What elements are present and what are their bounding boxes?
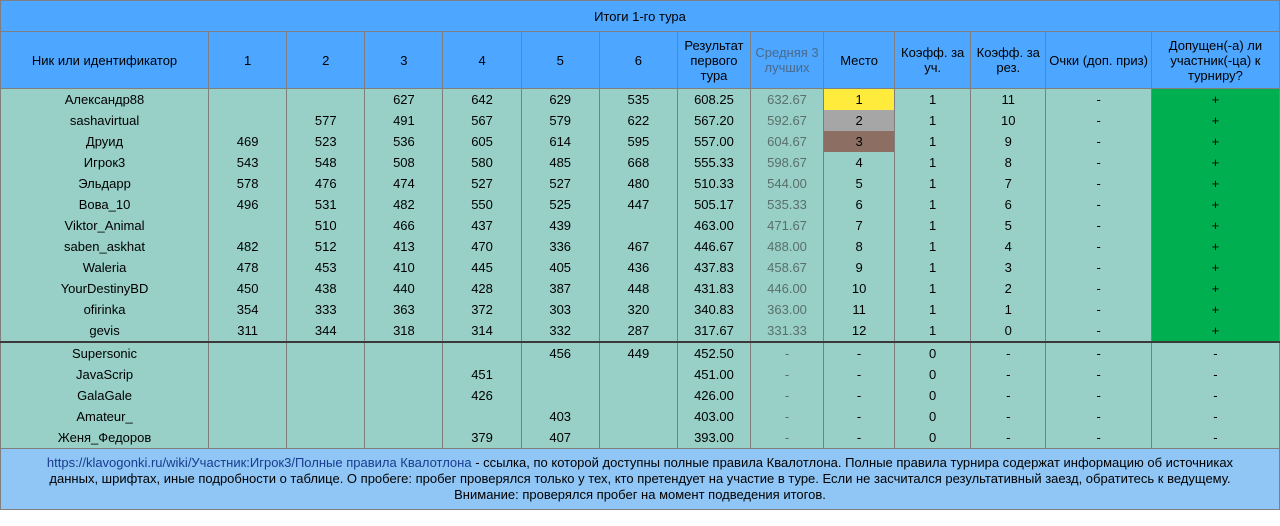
header-admitted: Допущен(-а) ли участник(-ца) к турниру? xyxy=(1151,32,1279,89)
cell-coef-result: 2 xyxy=(971,278,1046,299)
cell-round-6 xyxy=(599,427,677,449)
cell-coef-result: - xyxy=(971,385,1046,406)
cell-admitted: + xyxy=(1151,173,1279,194)
cell-coef-result: - xyxy=(971,406,1046,427)
cell-coef-participation: 1 xyxy=(895,152,971,173)
cell-nick: Supersonic xyxy=(1,342,209,364)
cell-admitted: - xyxy=(1151,385,1279,406)
cell-round-4: 372 xyxy=(443,299,521,320)
cell-avg: - xyxy=(750,342,823,364)
cell-result: 451.00 xyxy=(677,364,750,385)
cell-round-5: 485 xyxy=(521,152,599,173)
cell-round-3: 413 xyxy=(365,236,443,257)
cell-round-2: 531 xyxy=(287,194,365,215)
cell-round-3: 482 xyxy=(365,194,443,215)
cell-round-2: 512 xyxy=(287,236,365,257)
table-row xyxy=(1,257,1280,278)
cell-round-3: 508 xyxy=(365,152,443,173)
cell-round-1: 478 xyxy=(209,257,287,278)
header-round-6: 6 xyxy=(599,32,677,89)
cell-place: - xyxy=(824,342,895,364)
cell-round-3: 474 xyxy=(365,173,443,194)
cell-round-4 xyxy=(443,342,521,364)
cell-round-3 xyxy=(365,406,443,427)
cell-round-1: 482 xyxy=(209,236,287,257)
header-coef-result: Коэфф. за рез. xyxy=(971,32,1046,89)
cell-round-1: 354 xyxy=(209,299,287,320)
cell-coef-participation: 1 xyxy=(895,194,971,215)
cell-place: 6 xyxy=(824,194,895,215)
cell-round-2 xyxy=(287,427,365,449)
table-row xyxy=(1,236,1280,257)
table-body xyxy=(1,89,1280,449)
cell-result: 555.33 xyxy=(677,152,750,173)
cell-admitted: + xyxy=(1151,194,1279,215)
cell-round-4: 451 xyxy=(443,364,521,385)
cell-avg: 632.67 xyxy=(750,89,823,111)
cell-round-5 xyxy=(521,364,599,385)
table-row xyxy=(1,215,1280,236)
cell-result: 393.00 xyxy=(677,427,750,449)
cell-coef-participation: 0 xyxy=(895,385,971,406)
cell-result: 403.00 xyxy=(677,406,750,427)
cell-coef-result: 11 xyxy=(971,89,1046,111)
cell-nick: Эльдарр xyxy=(1,173,209,194)
cell-points: - xyxy=(1046,194,1152,215)
cell-coef-result: 9 xyxy=(971,131,1046,152)
cell-round-2 xyxy=(287,342,365,364)
cell-round-4: 605 xyxy=(443,131,521,152)
cell-nick: GalaGale xyxy=(1,385,209,406)
cell-coef-result: 0 xyxy=(971,320,1046,342)
cell-round-4: 470 xyxy=(443,236,521,257)
cell-round-4: 437 xyxy=(443,215,521,236)
cell-round-5 xyxy=(521,385,599,406)
rules-link[interactable]: https://klavogonki.ru/wiki/Участник:Игрок3/Полные правила Квалотлона xyxy=(46,455,472,470)
cell-avg: - xyxy=(750,385,823,406)
cell-place: 9 xyxy=(824,257,895,278)
cell-round-6 xyxy=(599,406,677,427)
cell-admitted: - xyxy=(1151,342,1279,364)
cell-place: 1 xyxy=(824,89,895,111)
cell-round-5: 407 xyxy=(521,427,599,449)
cell-avg: - xyxy=(750,364,823,385)
cell-round-6 xyxy=(599,215,677,236)
cell-coef-participation: 1 xyxy=(895,236,971,257)
cell-round-6: 467 xyxy=(599,236,677,257)
cell-round-1 xyxy=(209,385,287,406)
cell-round-6: 436 xyxy=(599,257,677,278)
header-result: Результат первого тура xyxy=(677,32,750,89)
cell-place: - xyxy=(824,364,895,385)
cell-points: - xyxy=(1046,364,1152,385)
cell-result: 452.50 xyxy=(677,342,750,364)
cell-round-2 xyxy=(287,364,365,385)
cell-round-4: 314 xyxy=(443,320,521,342)
cell-round-1 xyxy=(209,215,287,236)
cell-coef-participation: 0 xyxy=(895,342,971,364)
cell-round-3: 491 xyxy=(365,110,443,131)
cell-round-3: 440 xyxy=(365,278,443,299)
cell-round-1 xyxy=(209,427,287,449)
cell-coef-result: 6 xyxy=(971,194,1046,215)
header-nick: Ник или идентификатор xyxy=(1,32,209,89)
table-row xyxy=(1,299,1280,320)
table-row xyxy=(1,427,1280,449)
cell-admitted: + xyxy=(1151,320,1279,342)
cell-coef-result: 5 xyxy=(971,215,1046,236)
cell-result: 426.00 xyxy=(677,385,750,406)
cell-result: 510.33 xyxy=(677,173,750,194)
cell-coef-participation: 1 xyxy=(895,110,971,131)
cell-admitted: + xyxy=(1151,131,1279,152)
cell-result: 317.67 xyxy=(677,320,750,342)
cell-round-1: 578 xyxy=(209,173,287,194)
cell-round-1 xyxy=(209,89,287,111)
header-round-5: 5 xyxy=(521,32,599,89)
cell-place: 5 xyxy=(824,173,895,194)
cell-place: 4 xyxy=(824,152,895,173)
cell-place: 11 xyxy=(824,299,895,320)
cell-admitted: + xyxy=(1151,152,1279,173)
table-row xyxy=(1,110,1280,131)
cell-round-2: 577 xyxy=(287,110,365,131)
cell-admitted: + xyxy=(1151,215,1279,236)
cell-round-4: 426 xyxy=(443,385,521,406)
cell-nick: Друид xyxy=(1,131,209,152)
cell-result: 446.67 xyxy=(677,236,750,257)
cell-points: - xyxy=(1046,173,1152,194)
cell-round-1: 469 xyxy=(209,131,287,152)
cell-avg: 458.67 xyxy=(750,257,823,278)
cell-round-5: 387 xyxy=(521,278,599,299)
cell-round-6: 668 xyxy=(599,152,677,173)
cell-round-5: 527 xyxy=(521,173,599,194)
table-row xyxy=(1,278,1280,299)
cell-round-6: 447 xyxy=(599,194,677,215)
cell-avg: 363.00 xyxy=(750,299,823,320)
cell-round-5: 336 xyxy=(521,236,599,257)
cell-admitted: + xyxy=(1151,257,1279,278)
cell-round-6: 535 xyxy=(599,89,677,111)
cell-round-3 xyxy=(365,364,443,385)
cell-round-6: 480 xyxy=(599,173,677,194)
cell-coef-participation: 0 xyxy=(895,427,971,449)
cell-round-3: 363 xyxy=(365,299,443,320)
cell-nick: ofirinka xyxy=(1,299,209,320)
cell-points: - xyxy=(1046,215,1152,236)
table-row xyxy=(1,89,1280,111)
cell-round-5: 456 xyxy=(521,342,599,364)
table-row xyxy=(1,131,1280,152)
cell-avg: 488.00 xyxy=(750,236,823,257)
cell-points: - xyxy=(1046,320,1152,342)
cell-round-5: 405 xyxy=(521,257,599,278)
header-round-4: 4 xyxy=(443,32,521,89)
cell-place: - xyxy=(824,427,895,449)
cell-round-5: 579 xyxy=(521,110,599,131)
cell-points: - xyxy=(1046,342,1152,364)
cell-round-1: 311 xyxy=(209,320,287,342)
footer-text: - ссылка, по которой доступны полные правила Квалотлона. Полные правила турнира содержат информацию об источниках данных, шрифтах, иные подробности о таблице. О пробеге: пробег проверялся только у тех, кто претендует на участие в туре. Если не засчитался результативный заезд, обратитесь к ведущему. Внимание: проверялся пробег на момент подведения итогов. xyxy=(49,455,1234,502)
cell-round-3 xyxy=(365,342,443,364)
cell-round-6: 449 xyxy=(599,342,677,364)
cell-round-6: 595 xyxy=(599,131,677,152)
cell-avg: - xyxy=(750,427,823,449)
cell-result: 340.83 xyxy=(677,299,750,320)
cell-result: 608.25 xyxy=(677,89,750,111)
cell-points: - xyxy=(1046,257,1152,278)
cell-nick: Вова_10 xyxy=(1,194,209,215)
cell-coef-result: 7 xyxy=(971,173,1046,194)
cell-round-5: 439 xyxy=(521,215,599,236)
cell-nick: saben_askhat xyxy=(1,236,209,257)
cell-place: 7 xyxy=(824,215,895,236)
cell-round-2: 548 xyxy=(287,152,365,173)
cell-admitted: + xyxy=(1151,236,1279,257)
cell-result: 431.83 xyxy=(677,278,750,299)
cell-result: 437.83 xyxy=(677,257,750,278)
cell-round-6 xyxy=(599,385,677,406)
cell-coef-participation: 1 xyxy=(895,215,971,236)
cell-round-4: 445 xyxy=(443,257,521,278)
cell-coef-participation: 1 xyxy=(895,89,971,111)
cell-admitted: - xyxy=(1151,427,1279,449)
cell-coef-participation: 1 xyxy=(895,278,971,299)
cell-place: 2 xyxy=(824,110,895,131)
cell-admitted: - xyxy=(1151,406,1279,427)
cell-admitted: - xyxy=(1151,364,1279,385)
cell-place: - xyxy=(824,385,895,406)
cell-round-5: 403 xyxy=(521,406,599,427)
cell-coef-participation: 1 xyxy=(895,299,971,320)
header-round-3: 3 xyxy=(365,32,443,89)
cell-avg: 535.33 xyxy=(750,194,823,215)
cell-points: - xyxy=(1046,427,1152,449)
cell-coef-participation: 1 xyxy=(895,173,971,194)
header-coef-participation: Коэфф. за уч. xyxy=(895,32,971,89)
cell-round-2: 523 xyxy=(287,131,365,152)
cell-round-5: 303 xyxy=(521,299,599,320)
cell-round-6: 287 xyxy=(599,320,677,342)
cell-round-4: 550 xyxy=(443,194,521,215)
cell-round-2: 333 xyxy=(287,299,365,320)
cell-nick: Viktor_Animal xyxy=(1,215,209,236)
cell-round-6 xyxy=(599,364,677,385)
table-row xyxy=(1,406,1280,427)
table-row xyxy=(1,364,1280,385)
table-row xyxy=(1,385,1280,406)
header-round-1: 1 xyxy=(209,32,287,89)
cell-avg: 331.33 xyxy=(750,320,823,342)
footer-note xyxy=(1,449,1280,510)
cell-round-3: 627 xyxy=(365,89,443,111)
cell-round-3 xyxy=(365,427,443,449)
cell-avg: - xyxy=(750,406,823,427)
cell-round-4: 379 xyxy=(443,427,521,449)
cell-round-4: 527 xyxy=(443,173,521,194)
cell-round-2 xyxy=(287,89,365,111)
cell-round-2: 453 xyxy=(287,257,365,278)
cell-coef-result: - xyxy=(971,342,1046,364)
cell-round-2: 438 xyxy=(287,278,365,299)
cell-round-4 xyxy=(443,406,521,427)
cell-result: 557.00 xyxy=(677,131,750,152)
cell-round-6: 448 xyxy=(599,278,677,299)
cell-points: - xyxy=(1046,278,1152,299)
cell-avg: 446.00 xyxy=(750,278,823,299)
table-row xyxy=(1,152,1280,173)
cell-coef-participation: 1 xyxy=(895,131,971,152)
cell-place: 12 xyxy=(824,320,895,342)
cell-round-2: 476 xyxy=(287,173,365,194)
cell-round-3 xyxy=(365,385,443,406)
cell-nick: Игрок3 xyxy=(1,152,209,173)
cell-round-2: 344 xyxy=(287,320,365,342)
cell-avg: 604.67 xyxy=(750,131,823,152)
cell-admitted: + xyxy=(1151,299,1279,320)
cell-round-4: 642 xyxy=(443,89,521,111)
table-row xyxy=(1,194,1280,215)
cell-round-5: 629 xyxy=(521,89,599,111)
cell-nick: Александр88 xyxy=(1,89,209,111)
cell-avg: 471.67 xyxy=(750,215,823,236)
table-title: Итоги 1-го тура xyxy=(1,1,1280,32)
cell-round-5: 525 xyxy=(521,194,599,215)
cell-coef-result: 1 xyxy=(971,299,1046,320)
cell-coef-participation: 1 xyxy=(895,257,971,278)
cell-points: - xyxy=(1046,131,1152,152)
cell-points: - xyxy=(1046,89,1152,111)
cell-place: 8 xyxy=(824,236,895,257)
cell-round-2 xyxy=(287,385,365,406)
cell-points: - xyxy=(1046,406,1152,427)
cell-place: - xyxy=(824,406,895,427)
cell-coef-result: 4 xyxy=(971,236,1046,257)
cell-round-1: 450 xyxy=(209,278,287,299)
cell-round-4: 428 xyxy=(443,278,521,299)
cell-round-1 xyxy=(209,342,287,364)
cell-place: 3 xyxy=(824,131,895,152)
cell-round-6: 320 xyxy=(599,299,677,320)
cell-round-1: 543 xyxy=(209,152,287,173)
cell-coef-participation: 1 xyxy=(895,320,971,342)
cell-result: 567.20 xyxy=(677,110,750,131)
cell-round-4: 580 xyxy=(443,152,521,173)
cell-coef-participation: 0 xyxy=(895,364,971,385)
cell-coef-result: - xyxy=(971,427,1046,449)
cell-admitted: + xyxy=(1151,89,1279,111)
cell-nick: Waleria xyxy=(1,257,209,278)
cell-round-5: 614 xyxy=(521,131,599,152)
cell-coef-result: - xyxy=(971,364,1046,385)
cell-nick: Amateur_ xyxy=(1,406,209,427)
cell-nick: JavaScrip xyxy=(1,364,209,385)
cell-points: - xyxy=(1046,152,1152,173)
cell-admitted: + xyxy=(1151,278,1279,299)
header-round-2: 2 xyxy=(287,32,365,89)
cell-round-3: 536 xyxy=(365,131,443,152)
cell-round-5: 332 xyxy=(521,320,599,342)
cell-round-3: 318 xyxy=(365,320,443,342)
cell-round-1 xyxy=(209,110,287,131)
cell-points: - xyxy=(1046,299,1152,320)
table-row xyxy=(1,342,1280,364)
cell-result: 463.00 xyxy=(677,215,750,236)
cell-place: 10 xyxy=(824,278,895,299)
cell-round-2 xyxy=(287,406,365,427)
cell-round-1: 496 xyxy=(209,194,287,215)
table-row xyxy=(1,173,1280,194)
table-row xyxy=(1,320,1280,342)
cell-coef-participation: 0 xyxy=(895,406,971,427)
cell-round-6: 622 xyxy=(599,110,677,131)
cell-coef-result: 3 xyxy=(971,257,1046,278)
cell-result: 505.17 xyxy=(677,194,750,215)
cell-admitted: + xyxy=(1151,110,1279,131)
cell-round-2: 510 xyxy=(287,215,365,236)
cell-points: - xyxy=(1046,236,1152,257)
cell-round-1 xyxy=(209,406,287,427)
cell-avg: 544.00 xyxy=(750,173,823,194)
cell-avg: 592.67 xyxy=(750,110,823,131)
cell-nick: YourDestinyBD xyxy=(1,278,209,299)
header-place: Место xyxy=(824,32,895,89)
cell-coef-result: 8 xyxy=(971,152,1046,173)
cell-avg: 598.67 xyxy=(750,152,823,173)
header-avg: Средняя 3 лучших xyxy=(750,32,823,89)
cell-round-3: 410 xyxy=(365,257,443,278)
cell-nick: Женя_Федоров xyxy=(1,427,209,449)
cell-round-1 xyxy=(209,364,287,385)
header-points: Очки (доп. приз) xyxy=(1046,32,1152,89)
cell-points: - xyxy=(1046,385,1152,406)
cell-coef-result: 10 xyxy=(971,110,1046,131)
cell-nick: gevis xyxy=(1,320,209,342)
cell-round-3: 466 xyxy=(365,215,443,236)
cell-nick: sashavirtual xyxy=(1,110,209,131)
cell-points: - xyxy=(1046,110,1152,131)
cell-round-4: 567 xyxy=(443,110,521,131)
